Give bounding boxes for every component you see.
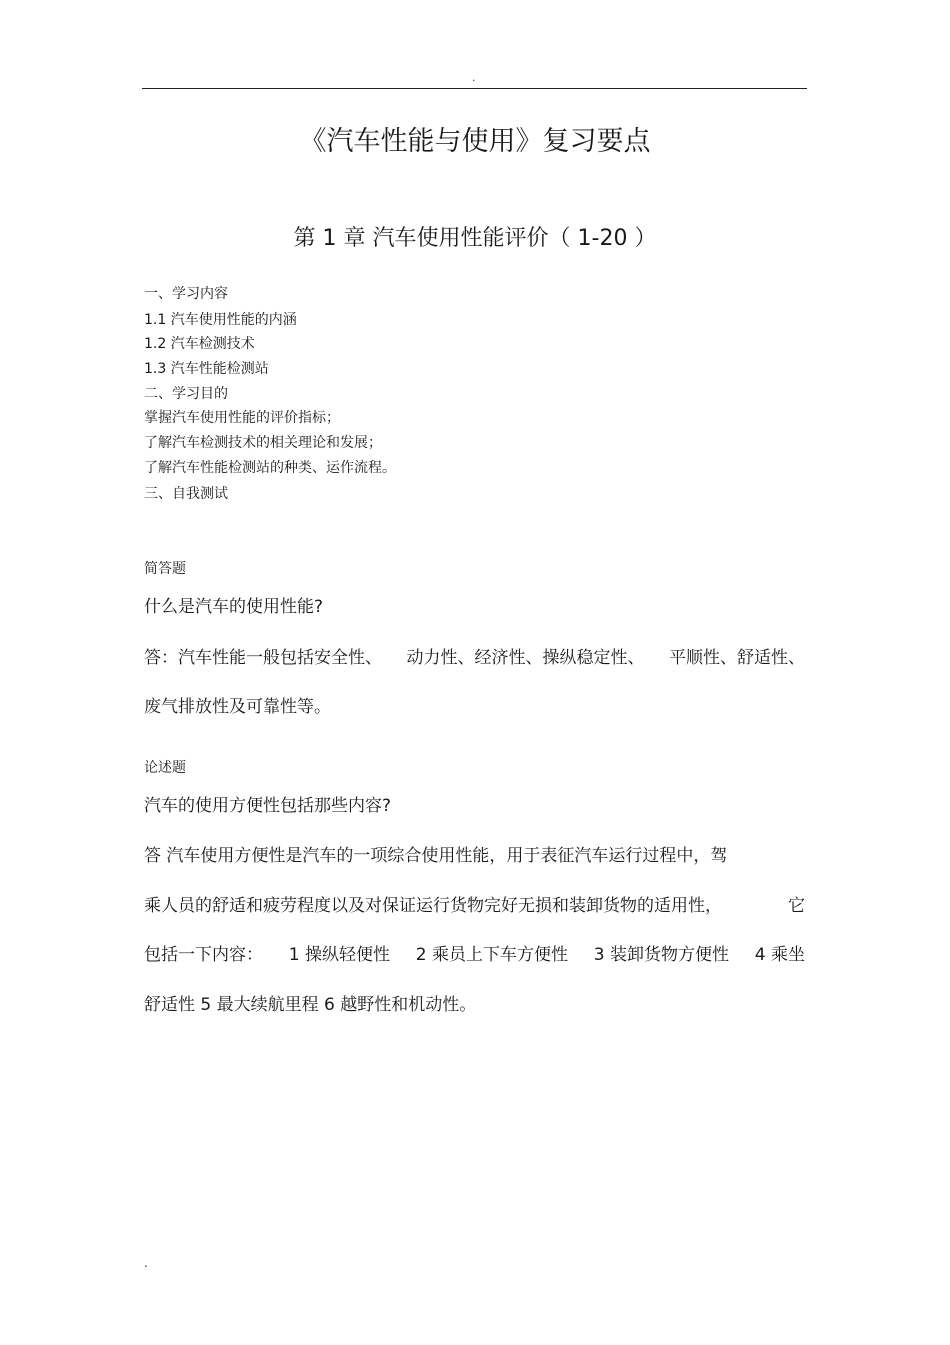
- footer-mark: .: [144, 1256, 148, 1270]
- essay-answer-line-4: 舒适性 5 最大续航里程 6 越野性和机动性。: [144, 995, 477, 1015]
- text-segment: 1 操纵轻便性: [288, 945, 390, 965]
- chapter-heading: 第 1 章 汽车使用性能评价（ 1-20 ）: [293, 226, 657, 251]
- header-mark: .: [472, 71, 476, 84]
- list-item: 1.3 汽车性能检测站: [144, 361, 269, 377]
- text-segment: 动力性、经济性、操纵稳定性、: [406, 648, 645, 668]
- short-answer-question: 什么是汽车的使用性能?: [144, 597, 324, 617]
- section-heading-learning-content: 一、学习内容: [144, 286, 228, 302]
- text-segment: 2 乘员上下车方便性: [415, 945, 568, 965]
- text-segment: 4 乘坐: [754, 945, 805, 965]
- essay-answer-line-1: 答 汽车使用方便性是汽车的一项综合使用性能，用于表征汽车运行过程中，驾: [144, 846, 728, 866]
- essay-answer-line-3: [144, 942, 805, 968]
- essay-label: 论述题: [144, 760, 186, 776]
- text-segment: 答：汽车性能一般包括安全性、: [144, 648, 382, 668]
- essay-answer-line-2: [144, 893, 805, 919]
- short-answer-line-1: [144, 645, 805, 671]
- text-segment: 包括一下内容：: [144, 945, 263, 965]
- text-segment: 3 装卸货物方便性: [593, 945, 729, 965]
- header-rule: [142, 88, 807, 89]
- list-item: 掌握汽车使用性能的评价指标；: [144, 410, 340, 426]
- essay-question: 汽车的使用方便性包括那些内容?: [144, 796, 392, 816]
- list-item: 1.2 汽车检测技术: [144, 336, 255, 352]
- text-segment: 平顺性、舒适性、: [669, 648, 805, 668]
- document-title: 《汽车性能与使用》复习要点: [299, 126, 651, 157]
- text-segment: 它: [788, 896, 805, 916]
- text-segment: 乘人员的舒适和疲劳程度以及对保证运行货物完好无损和装卸货物的适用性，: [144, 896, 722, 916]
- short-answer-line-2: 废气排放性及可靠性等。: [144, 697, 331, 717]
- list-item: 1.1 汽车使用性能的内涵: [144, 312, 297, 328]
- list-item: 了解汽车检测技术的相关理论和发展；: [144, 435, 382, 451]
- section-heading-self-test: 三、自我测试: [144, 486, 228, 502]
- section-heading-learning-goals: 二、学习目的: [144, 386, 228, 402]
- list-item: 了解汽车性能检测站的种类、运作流程。: [144, 460, 396, 476]
- short-answer-label: 简答题: [144, 561, 186, 577]
